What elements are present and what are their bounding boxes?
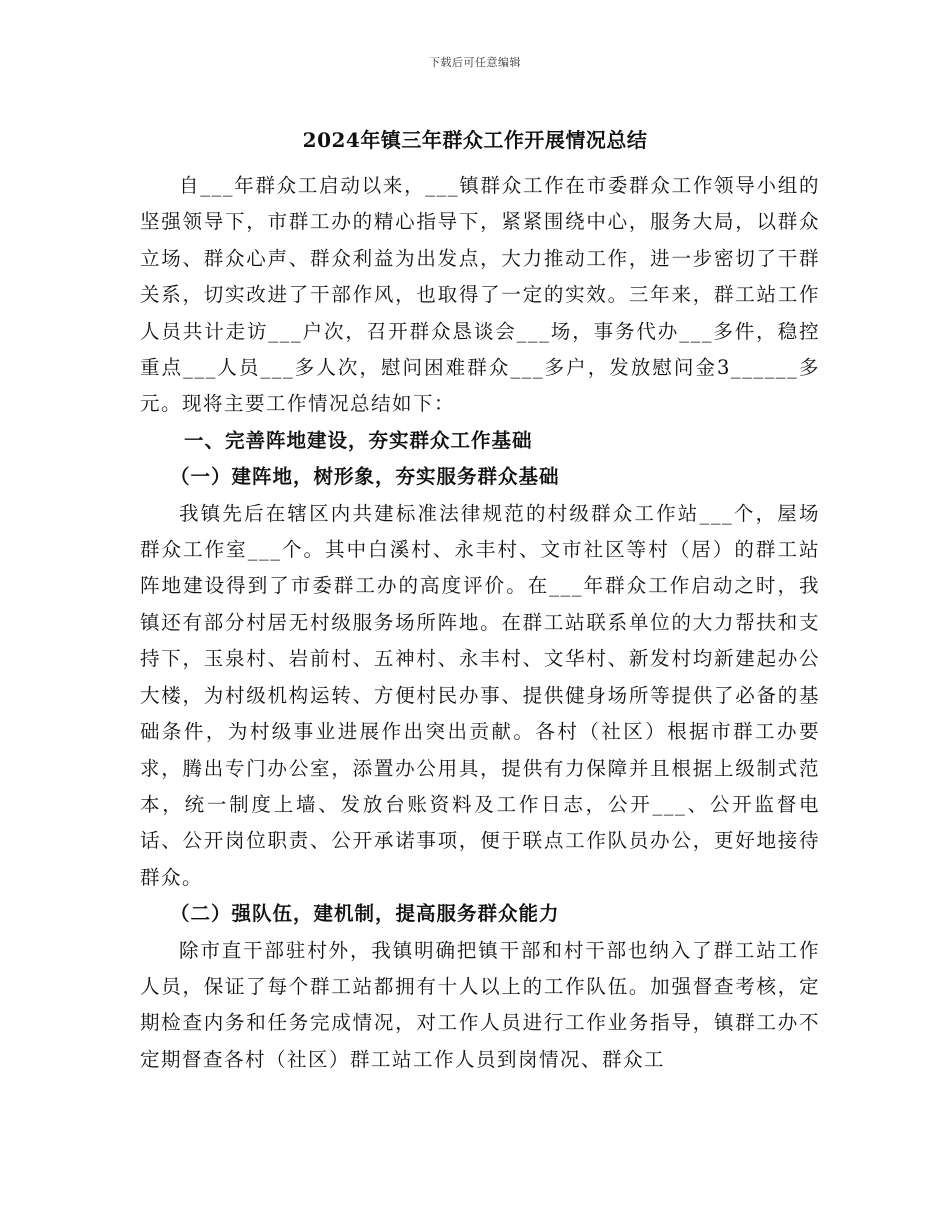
document-body <box>140 168 820 1078</box>
subsection-heading-1: （一）建阵地，树形象，夯实服务群众基础 <box>170 465 560 489</box>
document-title: 2024年镇三年群众工作开展情况总结 <box>302 128 648 152</box>
header-note: 下载后可任意编辑 <box>429 56 521 69</box>
body-paragraph: 除市直干部驻村外，我镇明确把镇干部和村干部也纳入了群工站工作人员，保证了每个群工站都拥有十人以上的工作队伍。加强督查考核，定期检查内务和任务完成情况，对工作人员进行工作业务指导，镇群工办不定期督查各村（社区）群工站工作人员到岗情况、群众工 <box>140 938 820 1071</box>
intro-paragraph: 自___年群众工启动以来，___镇群众工作在市委群众工作领导小组的坚强领导下，市群工办的精心指导下，紧紧围绕中心，服务大局，以群众立场、群众心声、群众利益为出发点，大力推动工作，进一步密切了干群关系，切实改进了干部作风，也取得了一定的实效。三年来，群工站工作人员共计走访___户次，召开群众恳谈会___场，事务代办___多件，稳控重点___人员___多人次，慰问困难群众___多户，发放慰问金3______多元。现将主要工作情况总结如下： <box>140 174 820 416</box>
section-heading-1: 一、完善阵地建设，夯实群众工作基础 <box>184 428 533 452</box>
subsection-heading-2: （二）强队伍，建机制，提高服务群众能力 <box>170 902 560 926</box>
body-paragraph: 我镇先后在辖区内共建标准法律规范的村级群众工作站___个，屋场群众工作室___个。其中白溪村、永丰村、文市社区等村（居）的群工站阵地建设得到了市委群工办的高度评价。在___年群众工作启动之时，我镇还有部分村居无村级服务场所阵地。在群工站联系单位的大力帮扶和支持下，玉泉村、岩前村、五神村、永丰村、文华村、新发村均新建起办公大楼，为村级机构运转、方便村民办事、提供健身场所等提供了必备的基础条件，为村级事业进展作出突出贡献。各村（社区）根据市群工办要求，腾出专门办公室，添置办公用具，提供有力保障并且根据上级制式范本，统一制度上墙、发放台账资料及工作日志，公开___、公开监督电话、公开岗位职责、公开承诺事项，便于联点工作队员办公，更好地接待群众。 <box>140 501 820 889</box>
